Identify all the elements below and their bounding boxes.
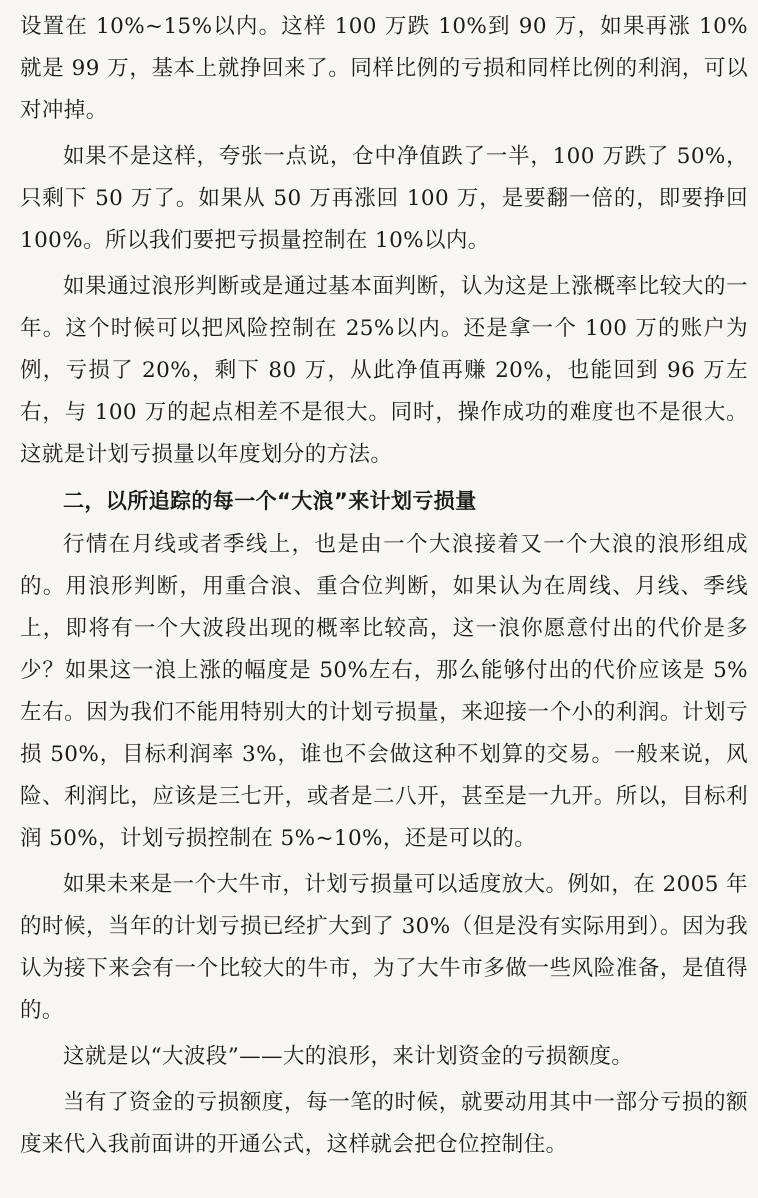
section-heading: 二，以所追踪的每一个“大浪”来计划亏损量 <box>63 489 477 513</box>
paragraph-position-control: 当有了资金的亏损额度，每一笔的时候，就要动用其中一部分亏损的额度来代入我前面讲的开通公式，这样就会把仓位控制住。 <box>20 1090 748 1157</box>
document-page <box>20 6 748 1170</box>
paragraph-annual-risk: 如果通过浪形判断或是通过基本面判断，认为这是上涨概率比较大的一年。这个时候可以把风险控制在 25%以内。还是拿一个 100 万的账户为例，亏损了 20%，剩下 80 万，从此净值再赚 20%，也能回到 96 万左右，与 100 万的起点相差不是很大。同时，操作成功的难度也不是很大。这就是计划亏损量以年度划分的方法。 <box>20 274 748 467</box>
paragraph-bull-market: 如果未来是一个大牛市，计划亏损量可以适度放大。例如，在 2005 年的时候，当年的计划亏损已经扩大到了 30%（但是没有实际用到）。因为我认为接下来会有一个比较大的牛市，为了大牛市多做一些风险准备，是值得的。 <box>20 872 748 1023</box>
paragraph-halving-example: 如果不是这样，夸张一点说，仓中净值跌了一半，100 万跌了 50%，只剩下 50 万了。如果从 50 万再涨回 100 万，是要翻一倍的，即要挣回 100%。所以我们要把亏损量控制在 10%以内。 <box>20 144 748 253</box>
paragraph-continuation: 设置在 10%~15%以内。这样 100 万跌 10%到 90 万，如果再涨 10%就是 99 万，基本上就挣回来了。同样比例的亏损和同样比例的利润，可以对冲掉。 <box>20 14 748 123</box>
paragraph-summary: 这就是以“大波段”——大的浪形，来计划资金的亏损额度。 <box>63 1044 634 1069</box>
paragraph-big-wave: 行情在月线或者季线上，也是由一个大浪接着又一个大浪的浪形组成的。用浪形判断，用重合浪、重合位判断，如果认为在周线、月线、季线上，即将有一个大波段出现的概率比较高，这一浪你愿意付出的代价是多少？如果这一浪上涨的幅度是 50%左右，那么能够付出的代价应该是 5%左右。因为我们不能用特别大的计划亏损量，来迎接一个小的利润。计划亏损 50%，目标利润率 3%，谁也不会做这种不划算的交易。一般来说，风险、利润比，应该是三七开，或者是二八开，甚至是一九开。所以，目标利润 50%，计划亏损控制在 5%~10%，还是可以的。 <box>20 532 748 851</box>
